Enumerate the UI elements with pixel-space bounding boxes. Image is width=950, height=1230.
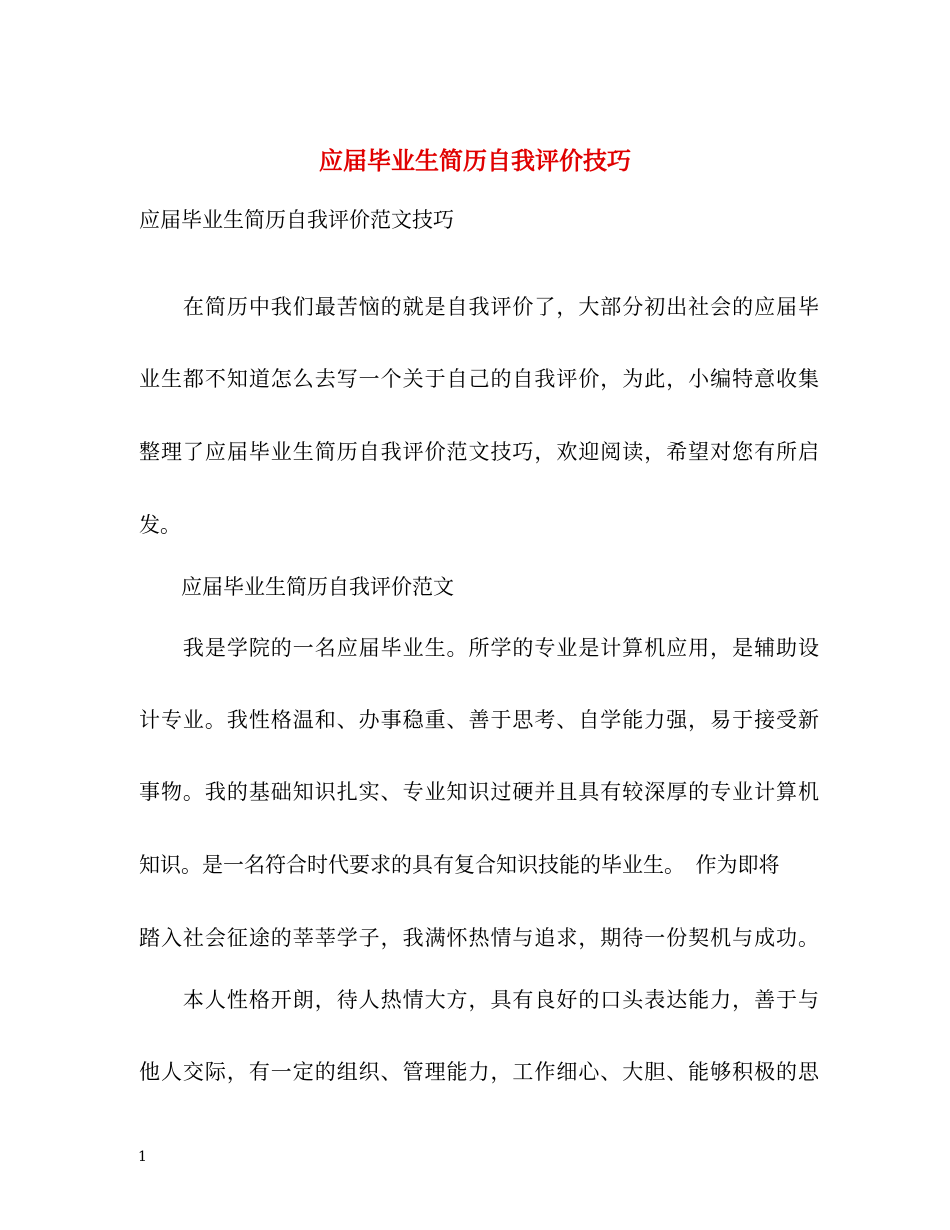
paragraph-line: 事物。我的基础知识扎实、专业知识过硬并且具有较深厚的专业计算机 — [139, 780, 819, 804]
subtitle-line: 应届毕业生简历自我评价范文技巧 — [139, 208, 454, 232]
paragraph-line: 本人性格开朗，待人热情大方，具有良好的口头表达能力，善于与 — [139, 988, 819, 1012]
section-heading-line: 应届毕业生简历自我评价范文 — [139, 575, 454, 599]
page-number: 1 — [138, 1149, 147, 1165]
paragraph-line: 发。 — [139, 513, 181, 537]
paragraph-line: 计专业。我性格温和、办事稳重、善于思考、自学能力强，易于接受新 — [139, 708, 819, 732]
paragraph-line: 在简历中我们最苦恼的就是自我评价了，大部分初出社会的应届毕 — [139, 295, 819, 319]
document-title: 应届毕业生简历自我评价技巧 — [319, 146, 631, 175]
paragraph-line: 我是学院的一名应届毕业生。所学的专业是计算机应用，是辅助设 — [139, 636, 819, 660]
paragraph-line: 整理了应届毕业生简历自我评价范文技巧，欢迎阅读，希望对您有所启 — [139, 440, 819, 464]
paragraph-line: 知识。是一名符合时代要求的具有复合知识技能的毕业生。 作为即将 — [139, 853, 780, 877]
paragraph-line: 业生都不知道怎么去写一个关于自己的自我评价，为此，小编特意收集 — [139, 367, 819, 391]
paragraph-line: 他人交际，有一定的组织、管理能力，工作细心、大胆、能够积极的思 — [139, 1060, 819, 1084]
paragraph-line: 踏入社会征途的莘莘学子，我满怀热情与追求，期待一份契机与成功。 — [139, 926, 819, 950]
